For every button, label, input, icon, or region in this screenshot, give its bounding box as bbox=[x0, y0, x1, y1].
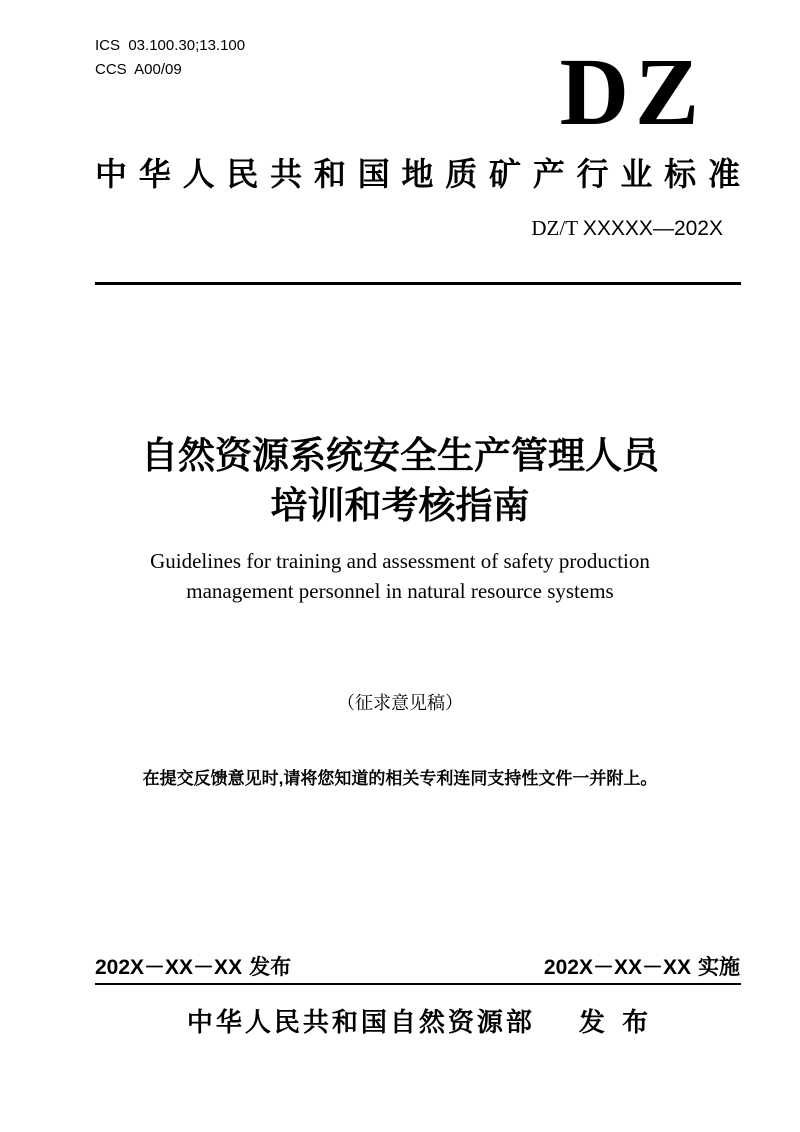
footer-divider bbox=[95, 983, 741, 985]
implement-date: 202X－XX－XX bbox=[543, 956, 691, 979]
document-title-en-line1: Guidelines for training and assessment of safety production bbox=[150, 549, 650, 573]
implement-date-group bbox=[544, 955, 740, 981]
implement-label: 实施 bbox=[698, 956, 740, 979]
document-title-en-line2: management personnel in natural resource systems bbox=[186, 579, 614, 603]
document-title-cn-line1: 自然资源系统安全生产管理人员 bbox=[141, 435, 659, 476]
release-label: 发布 bbox=[249, 956, 292, 979]
release-date-group bbox=[95, 955, 291, 981]
standard-category-title: 中 华 人 民 共 和 国 地 质 矿 产 行 业 标 准 bbox=[95, 156, 740, 192]
standard-code-number: XXXXX—202X bbox=[582, 217, 723, 240]
standard-code bbox=[531, 217, 723, 240]
publisher-line bbox=[95, 1005, 740, 1039]
document-title-cn bbox=[0, 431, 800, 531]
standard-code-prefix: DZ/T bbox=[531, 216, 583, 240]
dates-row bbox=[95, 955, 740, 981]
patent-feedback-note: 在提交反馈意见时,请将您知道的相关专利连同支持性文件一并附上。 bbox=[142, 769, 658, 788]
publish-action-label: 发 布 bbox=[578, 1007, 649, 1037]
document-title-en bbox=[0, 546, 800, 606]
header-divider bbox=[95, 282, 741, 285]
release-date: 202X－XX－XX bbox=[95, 956, 243, 979]
draft-status-note: （征求意见稿） bbox=[337, 693, 463, 713]
document-title-cn-line2: 培训和考核指南 bbox=[270, 485, 530, 526]
ccs-code: CCS A00/09 bbox=[95, 61, 182, 78]
ics-code: ICS 03.100.30;13.100 bbox=[95, 37, 246, 54]
dz-standard-logo: DZ bbox=[559, 38, 705, 145]
publisher-name: 中华人民共和国自然资源部 bbox=[186, 1007, 535, 1037]
